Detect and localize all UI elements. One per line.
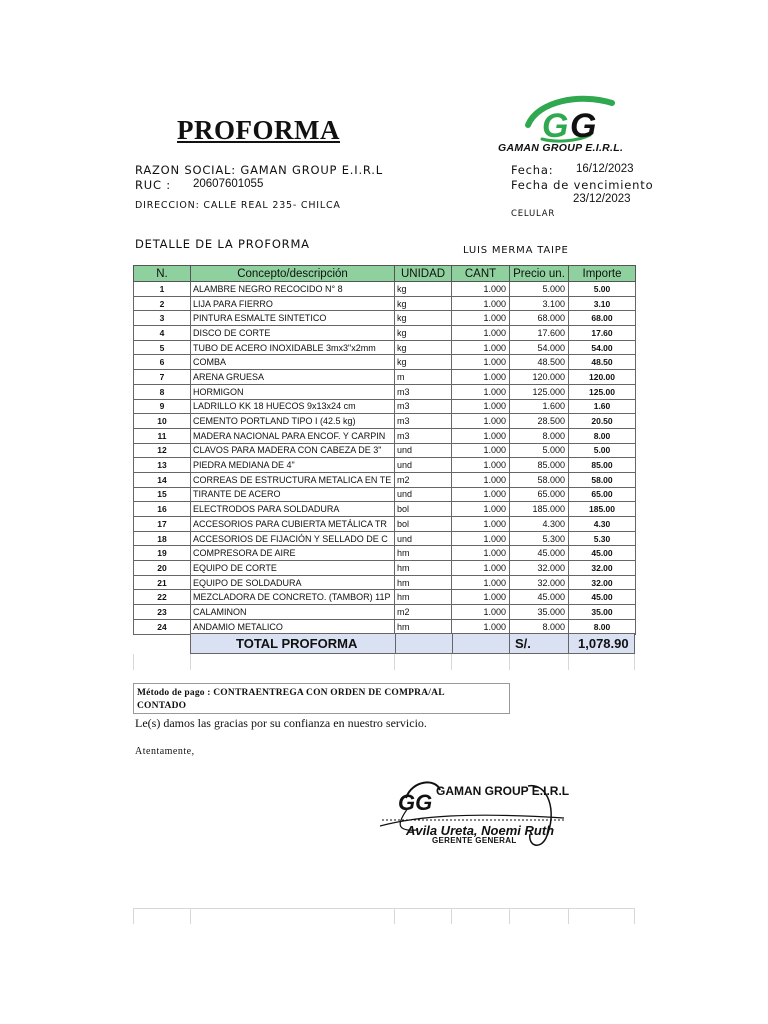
- table-row: [134, 296, 636, 311]
- row-number: 23: [134, 605, 191, 620]
- row-concepto: EQUIPO DE SOLDADURA: [191, 575, 395, 590]
- row-concepto: PIEDRA MEDIANA DE 4": [191, 458, 395, 473]
- column-header: N.: [134, 266, 191, 282]
- table-row: [134, 605, 636, 620]
- svg-text:G: G: [570, 107, 597, 145]
- row-importe: 65.00: [569, 487, 636, 502]
- row-number: 22: [134, 590, 191, 605]
- column-header: CANT: [452, 266, 510, 282]
- row-cant: 1.000: [452, 282, 510, 297]
- row-importe: 68.00: [569, 311, 636, 326]
- row-concepto: ANDAMIO METALICO: [191, 619, 395, 634]
- row-unidad: kg: [395, 326, 452, 341]
- total-value: 1,078.90: [578, 636, 629, 651]
- row-number: 18: [134, 531, 191, 546]
- row-concepto: COMPRESORA DE AIRE: [191, 546, 395, 561]
- row-number: 6: [134, 355, 191, 370]
- row-importe: 125.00: [569, 384, 636, 399]
- row-importe: 32.00: [569, 575, 636, 590]
- row-precio: 58.000: [510, 472, 569, 487]
- thanks-message: Le(s) damos las gracias por su confianza en nuestro servicio.: [135, 716, 427, 730]
- celular-label: CELULAR: [511, 209, 556, 219]
- row-unidad: kg: [395, 296, 452, 311]
- signature-person: Avila Ureta, Noemi Ruth: [406, 823, 555, 838]
- table-row: [134, 311, 636, 326]
- row-precio: 5.000: [510, 282, 569, 297]
- row-number: 13: [134, 458, 191, 473]
- row-concepto: MEZCLADORA DE CONCRETO. (TAMBOR) 11P: [191, 590, 395, 605]
- row-importe: 17.60: [569, 326, 636, 341]
- items-table: [133, 265, 636, 635]
- row-number: 3: [134, 311, 191, 326]
- row-concepto: CORREAS DE ESTRUCTURA METALICA EN TE: [191, 472, 395, 487]
- table-row: [134, 443, 636, 458]
- row-importe: 45.00: [569, 546, 636, 561]
- table-header-row: [134, 266, 636, 282]
- row-unidad: m: [395, 370, 452, 385]
- razon-social: RAZON SOCIAL: GAMAN GROUP E.I.R.L: [135, 163, 383, 177]
- ruc-value: 20607601055: [193, 178, 264, 190]
- row-number: 1: [134, 282, 191, 297]
- table-row: [134, 502, 636, 517]
- row-cant: 1.000: [452, 428, 510, 443]
- table-row: [134, 487, 636, 502]
- row-number: 21: [134, 575, 191, 590]
- row-number: 14: [134, 472, 191, 487]
- row-precio: 5.000: [510, 443, 569, 458]
- row-concepto: COMBA: [191, 355, 395, 370]
- address: DIRECCION: CALLE REAL 235- CHILCA: [135, 200, 341, 211]
- row-unidad: und: [395, 443, 452, 458]
- row-precio: 5.300: [510, 531, 569, 546]
- row-importe: 8.00: [569, 619, 636, 634]
- row-importe: 185.00: [569, 502, 636, 517]
- row-unidad: hm: [395, 619, 452, 634]
- column-header: Importe: [569, 266, 636, 282]
- row-unidad: m3: [395, 399, 452, 414]
- row-importe: 32.00: [569, 561, 636, 576]
- row-cant: 1.000: [452, 458, 510, 473]
- row-importe: 48.50: [569, 355, 636, 370]
- row-importe: 3.10: [569, 296, 636, 311]
- row-importe: 85.00: [569, 458, 636, 473]
- row-unidad: kg: [395, 311, 452, 326]
- row-importe: 120.00: [569, 370, 636, 385]
- row-importe: 45.00: [569, 590, 636, 605]
- row-unidad: m3: [395, 414, 452, 429]
- row-unidad: kg: [395, 340, 452, 355]
- row-concepto: DISCO DE CORTE: [191, 326, 395, 341]
- row-importe: 4.30: [569, 517, 636, 532]
- row-importe: 1.60: [569, 399, 636, 414]
- row-cant: 1.000: [452, 590, 510, 605]
- row-number: 7: [134, 370, 191, 385]
- total-currency: S/.: [515, 636, 531, 651]
- row-importe: 5.00: [569, 282, 636, 297]
- row-number: 20: [134, 561, 191, 576]
- row-cant: 1.000: [452, 296, 510, 311]
- document-title: PROFORMA: [177, 115, 340, 145]
- row-precio: 1.600: [510, 399, 569, 414]
- row-unidad: kg: [395, 355, 452, 370]
- logo-company-name: GAMAN GROUP E.I.R.L.: [498, 142, 624, 154]
- row-cant: 1.000: [452, 355, 510, 370]
- column-header: Concepto/descripción: [191, 266, 395, 282]
- row-concepto: TUBO DE ACERO INOXIDABLE 3mx3"x2mm: [191, 340, 395, 355]
- table-row: [134, 546, 636, 561]
- row-precio: 65.000: [510, 487, 569, 502]
- table-row: [134, 531, 636, 546]
- row-importe: 35.00: [569, 605, 636, 620]
- row-precio: 85.000: [510, 458, 569, 473]
- row-importe: 58.00: [569, 472, 636, 487]
- row-cant: 1.000: [452, 370, 510, 385]
- row-precio: 32.000: [510, 561, 569, 576]
- row-precio: 28.500: [510, 414, 569, 429]
- row-importe: 5.00: [569, 443, 636, 458]
- detalle-label: DETALLE DE LA PROFORMA: [135, 237, 310, 251]
- table-row: [134, 355, 636, 370]
- row-unidad: kg: [395, 282, 452, 297]
- row-cant: 1.000: [452, 472, 510, 487]
- fecha-value: 16/12/2023: [576, 163, 634, 175]
- row-precio: 32.000: [510, 575, 569, 590]
- row-concepto: TIRANTE DE ACERO: [191, 487, 395, 502]
- client-name: LUIS MERMA TAIPE: [463, 245, 569, 256]
- row-concepto: EQUIPO DE CORTE: [191, 561, 395, 576]
- svg-text:G: G: [542, 107, 569, 145]
- row-precio: 4.300: [510, 517, 569, 532]
- row-concepto: MADERA NACIONAL PARA ENCOF. Y CARPIN: [191, 428, 395, 443]
- table-row: [134, 428, 636, 443]
- row-number: 11: [134, 428, 191, 443]
- row-cant: 1.000: [452, 414, 510, 429]
- row-concepto: CALAMINON: [191, 605, 395, 620]
- table-row: [134, 370, 636, 385]
- row-precio: 45.000: [510, 546, 569, 561]
- vencimiento-label: Fecha de vencimiento: [511, 178, 654, 192]
- table-row: [134, 575, 636, 590]
- row-importe: 5.30: [569, 531, 636, 546]
- table-row: [134, 517, 636, 532]
- row-concepto: ARENA GRUESA: [191, 370, 395, 385]
- row-number: 24: [134, 619, 191, 634]
- table-row: [134, 399, 636, 414]
- row-precio: 185.000: [510, 502, 569, 517]
- row-precio: 3.100: [510, 296, 569, 311]
- atentamente: Atentamente,: [135, 746, 195, 757]
- row-unidad: m3: [395, 428, 452, 443]
- row-cant: 1.000: [452, 619, 510, 634]
- row-cant: 1.000: [452, 517, 510, 532]
- row-cant: 1.000: [452, 384, 510, 399]
- column-header: Precio un.: [510, 266, 569, 282]
- row-importe: 54.00: [569, 340, 636, 355]
- table-row: [134, 472, 636, 487]
- row-cant: 1.000: [452, 443, 510, 458]
- row-number: 4: [134, 326, 191, 341]
- row-number: 19: [134, 546, 191, 561]
- row-unidad: und: [395, 487, 452, 502]
- row-precio: 35.000: [510, 605, 569, 620]
- row-concepto: CEMENTO PORTLAND TIPO I (42.5 kg): [191, 414, 395, 429]
- row-precio: 8.000: [510, 619, 569, 634]
- signature-company: GAMAN GROUP E.I.R.L: [436, 784, 570, 798]
- row-precio: 120.000: [510, 370, 569, 385]
- row-concepto: PINTURA ESMALTE SINTETICO: [191, 311, 395, 326]
- row-concepto: ACCESORIOS PARA CUBIERTA METÁLICA TR: [191, 517, 395, 532]
- table-body: [134, 282, 636, 635]
- row-unidad: hm: [395, 561, 452, 576]
- payment-method-box: [133, 683, 510, 714]
- row-number: 17: [134, 517, 191, 532]
- row-unidad: hm: [395, 546, 452, 561]
- row-unidad: bol: [395, 502, 452, 517]
- table-row: [134, 619, 636, 634]
- row-cant: 1.000: [452, 326, 510, 341]
- row-cant: 1.000: [452, 531, 510, 546]
- row-number: 2: [134, 296, 191, 311]
- payment-line-1: Método de pago : CONTRAENTREGA CON ORDEN DE COMPRA/AL: [137, 688, 445, 698]
- table-row: [134, 282, 636, 297]
- signature-role: GERENTE GENERAL: [432, 836, 517, 845]
- row-number: 8: [134, 384, 191, 399]
- row-concepto: ALAMBRE NEGRO RECOCIDO N° 8: [191, 282, 395, 297]
- column-header: UNIDAD: [395, 266, 452, 282]
- row-precio: 17.600: [510, 326, 569, 341]
- row-precio: 45.000: [510, 590, 569, 605]
- row-number: 5: [134, 340, 191, 355]
- svg-text:GG: GG: [398, 790, 433, 815]
- row-cant: 1.000: [452, 487, 510, 502]
- table-row: [134, 414, 636, 429]
- ruc-label: RUC :: [135, 178, 171, 192]
- table-row: [134, 326, 636, 341]
- row-unidad: bol: [395, 517, 452, 532]
- row-number: 16: [134, 502, 191, 517]
- row-cant: 1.000: [452, 605, 510, 620]
- row-precio: 8.000: [510, 428, 569, 443]
- table-row: [134, 384, 636, 399]
- row-concepto: HORMIGON: [191, 384, 395, 399]
- row-importe: 8.00: [569, 428, 636, 443]
- row-number: 10: [134, 414, 191, 429]
- row-number: 9: [134, 399, 191, 414]
- total-label: TOTAL PROFORMA: [236, 636, 358, 651]
- row-unidad: m3: [395, 384, 452, 399]
- row-cant: 1.000: [452, 546, 510, 561]
- row-concepto: LADRILLO KK 18 HUECOS 9x13x24 cm: [191, 399, 395, 414]
- row-precio: 125.000: [510, 384, 569, 399]
- row-number: 12: [134, 443, 191, 458]
- fecha-label: Fecha:: [511, 163, 554, 177]
- row-concepto: ELECTRODOS PARA SOLDADURA: [191, 502, 395, 517]
- row-cant: 1.000: [452, 399, 510, 414]
- row-unidad: m2: [395, 605, 452, 620]
- row-unidad: und: [395, 458, 452, 473]
- table-row: [134, 590, 636, 605]
- row-cant: 1.000: [452, 561, 510, 576]
- row-importe: 20.50: [569, 414, 636, 429]
- vencimiento-value: 23/12/2023: [573, 193, 631, 205]
- payment-line-2: CONTADO: [137, 701, 187, 711]
- row-precio: 68.000: [510, 311, 569, 326]
- row-precio: 48.500: [510, 355, 569, 370]
- row-unidad: m2: [395, 472, 452, 487]
- row-concepto: LIJA PARA FIERRO: [191, 296, 395, 311]
- row-precio: 54.000: [510, 340, 569, 355]
- row-concepto: CLAVOS PARA MADERA CON CABEZA DE 3": [191, 443, 395, 458]
- row-cant: 1.000: [452, 502, 510, 517]
- row-cant: 1.000: [452, 575, 510, 590]
- row-concepto: ACCESORIOS DE FIJACIÓN Y SELLADO DE C: [191, 531, 395, 546]
- row-number: 15: [134, 487, 191, 502]
- table-row: [134, 458, 636, 473]
- table-row: [134, 561, 636, 576]
- row-cant: 1.000: [452, 340, 510, 355]
- row-unidad: hm: [395, 575, 452, 590]
- row-cant: 1.000: [452, 311, 510, 326]
- table-row: [134, 340, 636, 355]
- gg-logo-icon: [520, 95, 635, 145]
- row-unidad: hm: [395, 590, 452, 605]
- row-unidad: und: [395, 531, 452, 546]
